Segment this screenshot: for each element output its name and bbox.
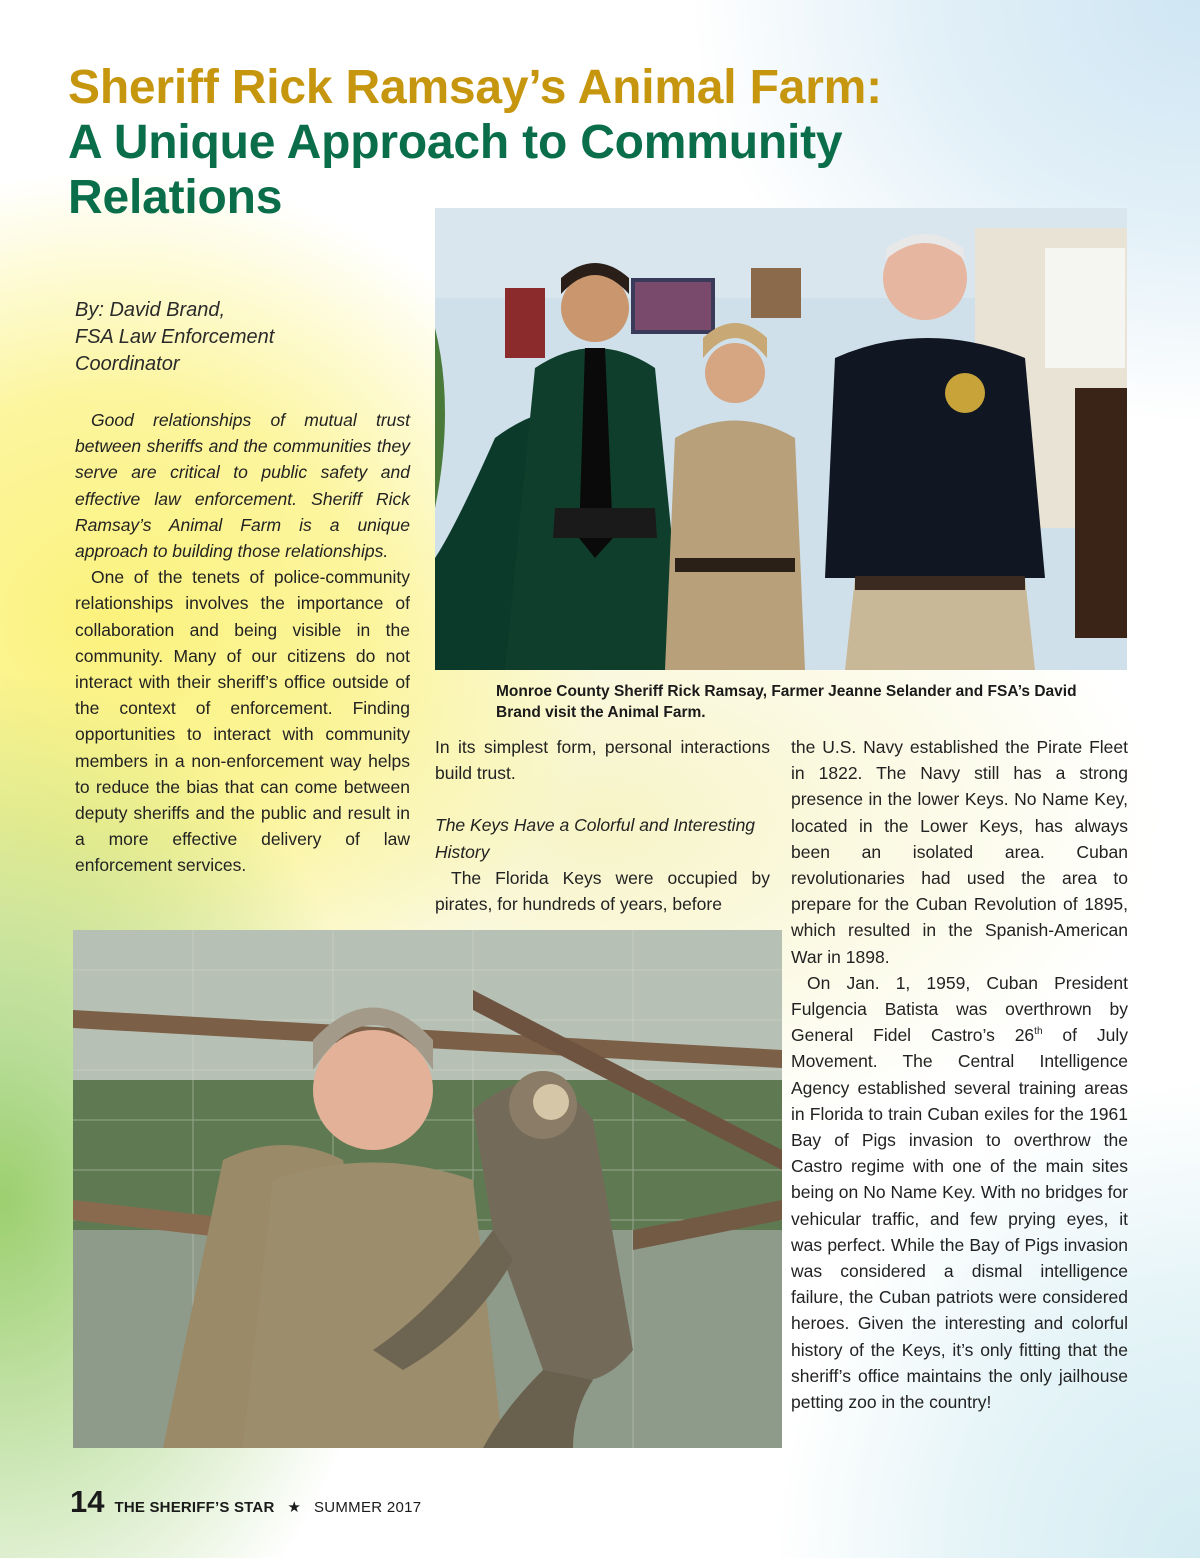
publication-name: THE SHERIFF’S STAR xyxy=(114,1499,275,1516)
photo-caption: Monroe County Sheriff Rick Ramsay, Farmer Jeanne Selander and FSA’s David Brand visit the Animal Farm. xyxy=(496,683,1077,721)
star-icon: ★ xyxy=(287,1499,301,1516)
paragraph-text-b: of July Movement. The Central Intelligence Agency established several training areas in Florida to train Cuban exiles for the 1961 Bay of Pigs invasion to overthrow the Castro regime with one of the main sites being on No Name Key. With no bridges for vehicular traffic, and few prying eyes, it was perfect. While the Bay of Pigs invasion was considered a dismal intelligence failure, the Cuban patriots were considered heroes. Given the interesting and colorful history of the Keys, it’s only fitting that the sheriff’s office maintains the only jailhouse petting zoo in the country! xyxy=(791,1025,1128,1413)
ordinal-suffix: th xyxy=(1034,1026,1043,1038)
body-paragraph-cont: In its simplest form, personal interactions build trust. xyxy=(435,737,770,784)
body-paragraph-cont: the U.S. Navy established the Pirate Fleet in 1822. The Navy still has a strong presence in the lower Keys. No Name Key, located in the Lower Keys, has always been an isolated area. Cuban revolutionaries had used the area to prepare for the Cuban Revolution of 1895, which resulted in the Spanish-American War in 1898. xyxy=(791,737,1128,967)
section-subhead: The Keys Have a Colorful and Interesting History xyxy=(435,815,756,862)
byline-title-cont: Coordinator xyxy=(75,353,180,375)
body-paragraph: One of the tenets of police-community relationships involves the importance of collaboration and being visible in the community. Many of our citizens do not interact with their sheriff’s office outside of the context of enforcement. Finding opportunities to interact with community members in a non-enforcement way helps to reduce the bias that can come between deputy sheriffs and the public and result in a more effective delivery of law enforcement services. xyxy=(75,567,410,876)
column-2 xyxy=(435,734,770,917)
title-line-2: A Unique Approach to Community xyxy=(68,116,843,169)
column-1 xyxy=(75,407,410,879)
title-line-1: Sheriff Rick Ramsay’s Animal Farm: xyxy=(68,61,882,114)
paragraph-text-a: On Jan. 1, 1959, Cuban President Fulgencia Batista was overthrown by General Fidel Castro’s 26 xyxy=(791,972,1128,1046)
byline-title: FSA Law Enforcement xyxy=(75,326,275,348)
photo-sloth-enclosure xyxy=(73,930,782,1448)
column-3 xyxy=(791,734,1128,1415)
article-title xyxy=(68,60,882,225)
intro-paragraph: Good relationships of mutual trust between sheriffs and the communities they serve are critical to public safety and effective law enforcement. Sheriff Rick Ramsay’s Animal Farm is a unique approach to building those relationships. xyxy=(75,410,410,562)
photo-farmer-with-sloth xyxy=(73,930,782,1448)
page-number: 14 xyxy=(70,1484,105,1519)
body-paragraph: The Florida Keys were occupied by pirates, for hundreds of years, before xyxy=(435,867,770,915)
title-line-3: Relations xyxy=(68,171,283,224)
byline-author: By: David Brand, xyxy=(75,299,226,321)
page-footer xyxy=(70,1484,421,1520)
photo-office-group xyxy=(435,208,1127,670)
issue-date: SUMMER 2017 xyxy=(313,1499,422,1516)
byline xyxy=(75,297,274,378)
photo-sheriff-farmer-brand xyxy=(435,208,1127,670)
body-paragraph xyxy=(791,970,1128,1415)
